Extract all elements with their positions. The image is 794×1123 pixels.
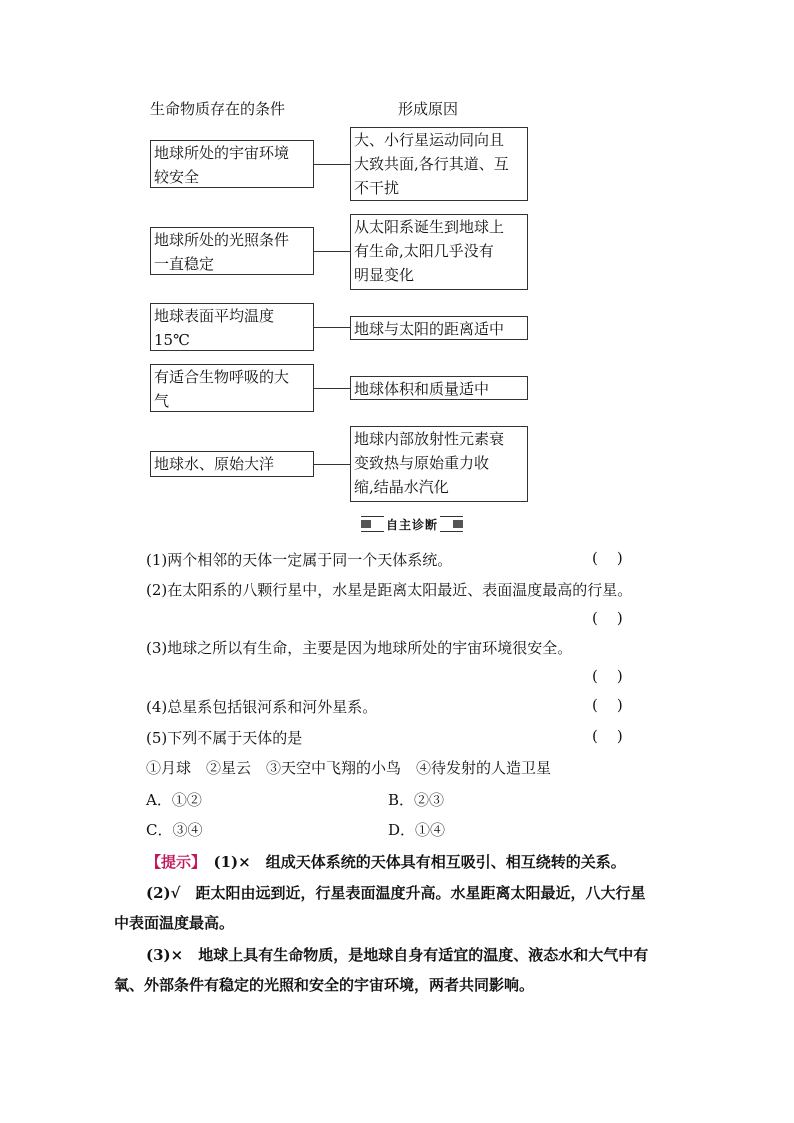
answer-paren-4: ( )	[592, 696, 623, 714]
question-2: (2)在太阳系的八颗行星中，水星是距离太阳最近、表面温度最高的行星。	[146, 581, 633, 599]
answer-paren-1: ( )	[592, 549, 623, 567]
section-badge	[361, 516, 463, 532]
connector-line	[314, 464, 350, 465]
condition-box-1: 地球所处的宇宙环境 较安全	[150, 140, 314, 188]
reason-box-2: 从太阳系诞生到地球上 有生命,太阳几乎没有 明显变化	[350, 214, 528, 290]
condition-box-4: 有适合生物呼吸的大 气	[150, 364, 314, 412]
question-3: (3)地球之所以有生命，主要是因为地球所处的宇宙环境很安全。	[146, 639, 573, 657]
question-4: (4)总星系包括银河系和河外星系。	[146, 698, 378, 716]
connector-line	[314, 388, 350, 389]
question-1: (1)两个相邻的天体一定属于同一个天体系统。	[146, 551, 453, 569]
reason-box-5: 地球内部放射性元素衰 变致热与原始重力收 缩,结晶水汽化	[350, 426, 528, 502]
hint-line-4: (3)× 地球上具有生命物质，是地球自身有适宜的温度、液态水和大气中有	[146, 946, 649, 964]
header-reasons: 形成原因	[398, 100, 459, 118]
condition-box-3: 地球表面平均温度 15℃	[150, 303, 314, 351]
hint-tag: 【提示】	[146, 853, 199, 871]
hint-line-3: 中表面温度最高。	[114, 914, 235, 932]
hint-line-1	[146, 851, 626, 872]
condition-box-5: 地球水、原始大洋	[150, 451, 314, 477]
question-5-items: ①月球 ②星云 ③天空中飞翔的小鸟 ④待发射的人造卫星	[146, 759, 552, 777]
condition-box-2: 地球所处的光照条件 一直稳定	[150, 227, 314, 275]
reason-box-3: 地球与太阳的距离适中	[350, 316, 528, 340]
option-c: C．③④	[146, 821, 203, 839]
option-d: D．①④	[388, 821, 446, 839]
hint-text-1: (1)× 组成天体系统的天体具有相互吸引、相互绕转的关系。	[198, 853, 626, 871]
answer-paren-3: ( )	[592, 667, 623, 685]
question-5: (5)下列不属于天体的是	[146, 729, 303, 747]
reason-box-1: 大、小行星运动同向且 大致共面,各行其道、互 不干扰	[350, 127, 528, 201]
answer-paren-2: ( )	[592, 609, 623, 627]
header-conditions: 生命物质存在的条件	[150, 100, 286, 118]
answer-paren-5: ( )	[592, 727, 623, 745]
section-badge-label: 自主诊断	[385, 517, 438, 532]
hint-line-2: (2)√ 距太阳由远到近，行星表面温度升高。水星距离太阳最近，八大行星	[146, 884, 646, 902]
option-b: B．②③	[388, 791, 445, 809]
option-a: A．①②	[146, 791, 202, 809]
connector-line	[314, 164, 350, 165]
reason-box-4: 地球体积和质量适中	[350, 376, 528, 400]
hint-line-5: 氧、外部条件有稳定的光照和安全的宇宙环境，两者共同影响。	[114, 976, 535, 994]
connector-line	[314, 327, 350, 328]
connector-line	[314, 251, 350, 252]
